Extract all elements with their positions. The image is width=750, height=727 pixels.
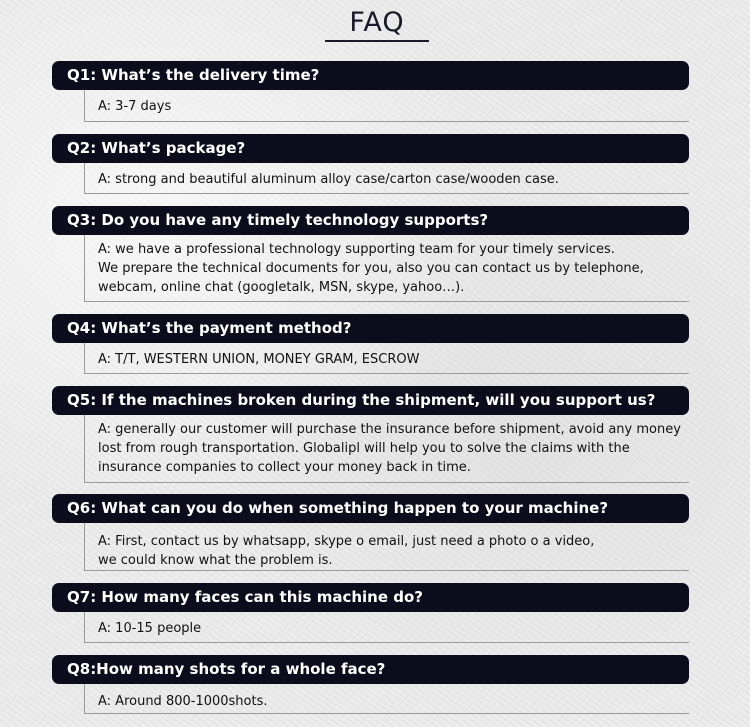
faq-answer-3 [98, 240, 644, 297]
faq-question-3: Q3: Do you have any timely technology supports? [52, 206, 689, 235]
answer-line: A: T/T, WESTERN UNION, MONEY GRAM, ESCROW [98, 352, 420, 367]
answer-line: A: generally our customer will purchase the insurance before shipment, avoid any money [98, 422, 681, 437]
title-underline [325, 40, 429, 42]
page-title: FAQ [349, 7, 405, 38]
answer-line: A: 3-7 days [98, 99, 172, 114]
faq-answer-4 [98, 350, 419, 369]
faq-question-8: Q8:How many shots for a whole face? [52, 655, 689, 684]
faq-answer-frame-1 [84, 90, 689, 122]
faq-question-1: Q1: What’s the delivery time? [52, 61, 689, 90]
faq-answer-5 [98, 420, 681, 477]
answer-line: A: Around 800-1000shots. [98, 694, 268, 709]
answer-line: A: First, contact us by whatsapp, skype o email, just need a photo o a video, [98, 534, 595, 549]
faq-question-7: Q7: How many faces can this machine do? [52, 583, 689, 612]
faq-question-4: Q4: What’s the payment method? [52, 314, 689, 343]
faq-answer-2 [98, 170, 559, 189]
faq-question-6: Q6: What can you do when something happen to your machine? [52, 494, 689, 523]
faq-question-2: Q2: What’s package? [52, 134, 689, 163]
faq-question-5: Q5: If the machines broken during the shipment, will you support us? [52, 386, 689, 415]
faq-answer-8 [98, 692, 268, 711]
answer-line: We prepare the technical documents for you, also you can contact us by telephone, [98, 261, 644, 276]
answer-line: we could know what the problem is. [98, 553, 333, 568]
faq-answer-6 [98, 532, 594, 570]
faq-answer-1 [98, 97, 171, 116]
answer-line: A: we have a professional technology supporting team for your timely services. [98, 242, 615, 257]
answer-line: A: 10-15 people [98, 621, 202, 636]
answer-line: insurance companies to collect your money back in time. [98, 460, 471, 475]
answer-line: lost from rough transportation. Globalipl will help you to solve the claims with the [98, 441, 630, 456]
answer-line: A: strong and beautiful aluminum alloy case/carton case/wooden case. [98, 172, 559, 187]
faq-answer-7 [98, 619, 201, 638]
answer-line: webcam, online chat (googletalk, MSN, skype, yahoo…). [98, 280, 465, 295]
